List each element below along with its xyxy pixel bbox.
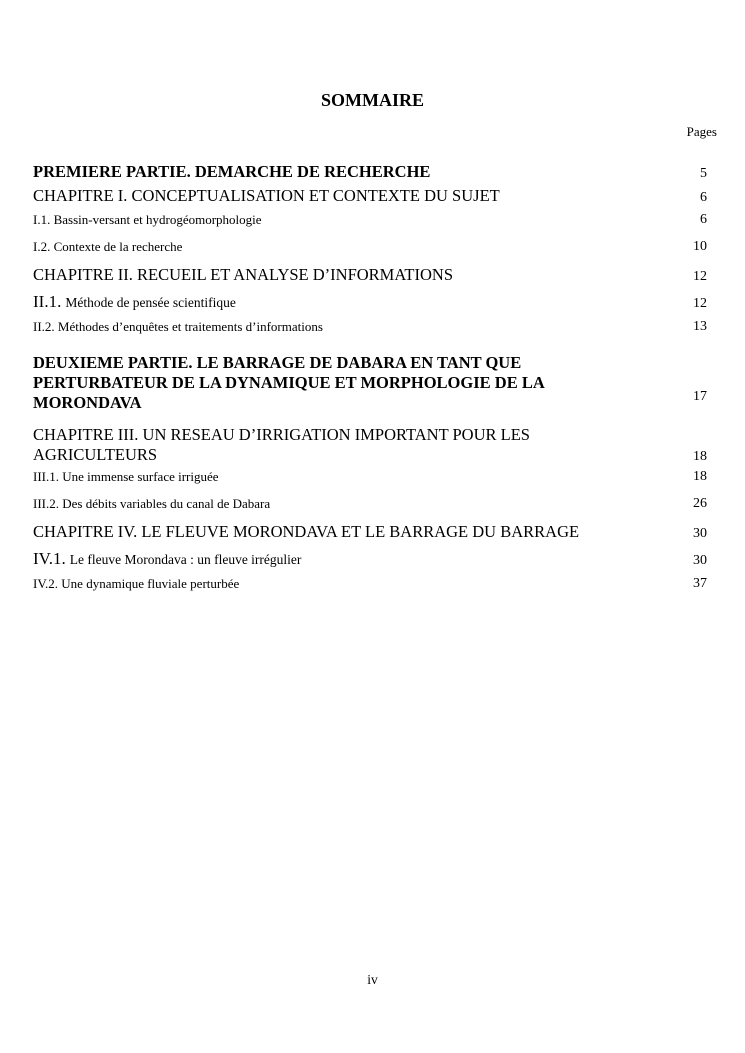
toc-entry-label: IV.2. Une dynamique fluviale perturbée bbox=[33, 576, 240, 591]
toc-entry-section-2-1[interactable] bbox=[33, 292, 711, 312]
toc-entry-prefix: II.1. bbox=[33, 292, 62, 311]
toc-entry-label: Méthode de pensée scientifique bbox=[65, 295, 236, 310]
toc-entry-label: I.2. Contexte de la recherche bbox=[33, 239, 183, 254]
toc-entry-section-4-1[interactable] bbox=[33, 549, 711, 569]
toc-entry-section-2-2[interactable] bbox=[33, 319, 711, 335]
toc-entry-label: Le fleuve Morondava : un fleuve irrégulier bbox=[69, 552, 302, 567]
toc-entry-page: 12 bbox=[693, 269, 707, 284]
toc-entry-label: CHAPITRE III. UN RESEAU D’IRRIGATION IMPORTANT POUR LES AGRICULTEURS bbox=[33, 425, 530, 464]
toc-entry-section-1-1[interactable] bbox=[33, 212, 711, 228]
toc-entry-part-1[interactable] bbox=[33, 162, 711, 182]
page-title: SOMMAIRE bbox=[321, 90, 424, 110]
toc-entry-label: CHAPITRE I. CONCEPTUALISATION ET CONTEXTE DU SUJET bbox=[33, 186, 500, 205]
toc-entry-page: 18 bbox=[693, 469, 707, 484]
toc-entry-page: 10 bbox=[693, 239, 707, 254]
toc-entry-page: 18 bbox=[693, 449, 707, 464]
toc-entry-section-1-2[interactable] bbox=[33, 239, 711, 255]
page-number: iv bbox=[367, 972, 378, 987]
toc-entry-label: II.2. Méthodes d’enquêtes et traitements d’informations bbox=[33, 319, 323, 334]
toc-entry-page: 26 bbox=[693, 496, 707, 511]
toc-entry-chapter-3[interactable] bbox=[33, 425, 711, 465]
toc-entry-page: 37 bbox=[693, 576, 707, 591]
toc-entry-chapter-4[interactable] bbox=[33, 522, 711, 542]
toc-entry-label: CHAPITRE IV. LE FLEUVE MORONDAVA ET LE BARRAGE DU BARRAGE bbox=[33, 522, 580, 541]
toc-entry-label: DEUXIEME PARTIE. LE BARRAGE DE DABARA EN TANT QUE PERTURBATEUR DE LA DYNAMIQUE ET MORPHOLOGIE DE LA MORONDAVA bbox=[33, 353, 544, 412]
toc-entry-page: 5 bbox=[700, 166, 707, 181]
toc-entry-page: 30 bbox=[693, 553, 707, 568]
toc-entry-prefix: IV.1. bbox=[33, 549, 66, 568]
toc-entry-label: I.1. Bassin-versant et hydrogéomorphologie bbox=[33, 212, 262, 227]
toc-entry-page: 13 bbox=[693, 319, 707, 334]
toc-entry-page: 6 bbox=[700, 212, 707, 227]
toc-entry-part-2[interactable] bbox=[33, 353, 711, 413]
toc-entry-page: 17 bbox=[693, 389, 707, 404]
toc-entry-label: PREMIERE PARTIE. DEMARCHE DE RECHERCHE bbox=[33, 162, 431, 181]
toc-entry-section-3-2[interactable] bbox=[33, 496, 711, 512]
toc-entry-page: 12 bbox=[693, 296, 707, 311]
pages-column-label: Pages bbox=[686, 124, 717, 139]
toc-entry-chapter-1[interactable] bbox=[33, 186, 711, 206]
toc-entry-section-3-1[interactable] bbox=[33, 469, 711, 485]
toc-entry-page: 30 bbox=[693, 526, 707, 541]
toc-entry-chapter-2[interactable] bbox=[33, 265, 711, 285]
toc-entry-label: III.1. Une immense surface irriguée bbox=[33, 469, 219, 484]
toc-entry-label: CHAPITRE II. RECUEIL ET ANALYSE D’INFORMATIONS bbox=[33, 265, 454, 284]
toc-entry-section-4-2[interactable] bbox=[33, 576, 711, 592]
toc-entry-label: III.2. Des débits variables du canal de Dabara bbox=[33, 496, 271, 511]
toc-entry-page: 6 bbox=[700, 190, 707, 205]
